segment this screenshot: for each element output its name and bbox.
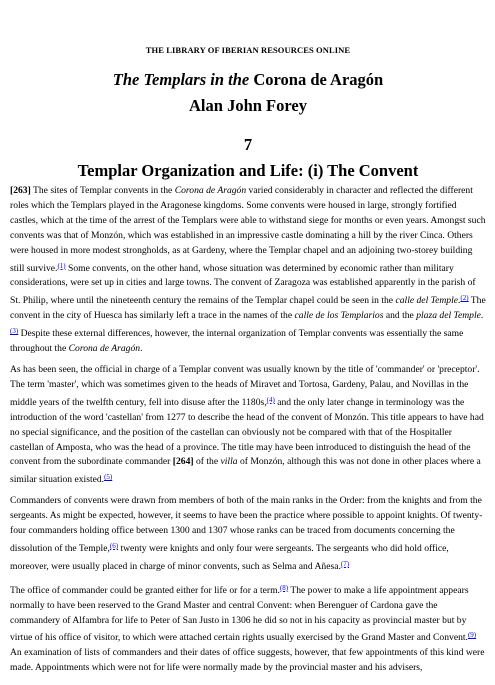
italic-text: Corona de Aragón [174,185,247,196]
body-text: Some convents, on the other hand, whose situation was determined by economic rather than military considerations, were set up in cities and large towns. The convent of Zaragoza was established apparently in the parish of St. Philip, where until the nineteenth century the remains of the Templar chapel could be seen in the [10,262,476,307]
body-text: of the [193,456,221,468]
footnote-link[interactable]: (4) [266,395,275,404]
page [0,45,495,676]
italic-text: calle del Temple [395,295,458,307]
book-title [10,70,486,90]
body-text: . [480,310,484,322]
book-author: Alan John Forey [189,96,307,115]
body-text: . [140,343,143,355]
body-text: . [458,295,461,307]
body-text: twenty were knights and only four were sergeants. The sergeants who did hold office, moreover, were usually placed in charge of minor convents, such as Selma and Añesa. [10,542,449,572]
paragraph [10,494,486,575]
footnote-link[interactable]: (7) [340,559,350,568]
paragraph [10,363,486,488]
body-text: and the only later change in terminology was the introduction of the word 'castellan' from 1277 to describe the head of the convent of Monzón. This title appears to have had no special significance, and the position of the castellan can obviously not be compared with that of the Hospitaller castellan of Amposta, who was the head of a province. The title may have been introduced to distinguish the head of the convent from the subordinate commander [10,396,484,468]
footnote-link[interactable]: (2) [460,294,469,303]
footnote-link[interactable]: (6) [109,541,119,550]
page-marker: [263] [10,185,31,196]
book-title-plain: Corona de Aragón [249,70,384,89]
page-marker: [264] [172,456,194,468]
library-header: THE LIBRARY OF IBERIAN RESOURCES ONLINE [145,45,351,55]
body-text: varied considerably in character and reflected the different roles which the Templars played in the Aragonese kingdoms. Some convents were housed in large, strongly fortified castles, which at the time of the arrest of the Templars were able to withstand siege for months or even years. Amongst such convents was that of Monzón, which was established in an impressive castle dominating a hill by the river Cinca. Others were housed in more modest strongholds, as at Gardeny, where the Templar chapel and an adjoining two-storey building still survive. [10,185,486,274]
body-text: Commanders of convents were drawn from members of both of the main ranks in the Order: from the knights and from the sergeants. As might be expected, however, it seems to have been the practice where possible to appoint knights. Of twenty-four commanders holding office between 1300 and 1307 whose ranks can be traced from documents concerning the dissolution of the Temple, [10,495,483,554]
footnote-link[interactable]: (1) [57,261,66,270]
italic-text: villa [220,456,238,468]
footnote-link[interactable]: (5) [104,473,113,482]
chapter-number: 7 [243,135,253,154]
body-text: and the [383,310,417,322]
chapter-title: Templar Organization and Life: (i) The Convent [77,161,419,180]
paragraph [10,581,486,676]
body-text: The convent in the city of Huesca has similarly left a trace in the names of the [10,295,486,322]
italic-text: calle de los Templarios [294,310,384,322]
book-title-italic: The Templars in the [112,70,250,89]
chapter-body [10,184,486,676]
body-text: The power to make a life appointment appears normally to have been reserved to the Grand Master and central Convent: when Berenguer of Cardona gave the commandery of Alfambra for life to Peter of San Justo in 1306 he did so not in his capacity as provincial master but by virtue of his office of visitor, to which were attached certain rights usually exercised by the Grand Master and Convent. [10,584,469,644]
body-text: Despite these external differences, however, the internal organization of Templar convents was essentially the same throughout the [10,328,464,355]
footnote-link[interactable]: (8) [279,583,289,592]
italic-text: plaza del Temple [416,310,481,322]
body-text: An examination of lists of commanders and their dates of office suggests, however, that few appointments of this kind were made. Appointments which were not for life were normally made by the provincial master and his advisers, [10,647,485,674]
footnote-link[interactable]: (9) [467,631,477,640]
body-text: of Monzón, although this was not done in other places where a similar situation existed. [10,456,481,486]
footnote-link[interactable]: (3) [10,327,19,336]
body-text: The office of commander could be granted either for life or for a term. [10,584,280,596]
paragraph [10,184,486,357]
body-text: The sites of Templar convents in the [30,185,175,196]
body-text: As has been seen, the official in charge of a Templar convent was usually known by the title of 'commander' or 'preceptor'. The term 'master', which was sometimes given to the heads of Miravet and Tortosa, Gardeny, Palau, and Novillas in the middle years of the twelfth century, fell into disuse after the 1180s, [10,363,480,408]
italic-text: Corona de Aragón [68,343,141,355]
